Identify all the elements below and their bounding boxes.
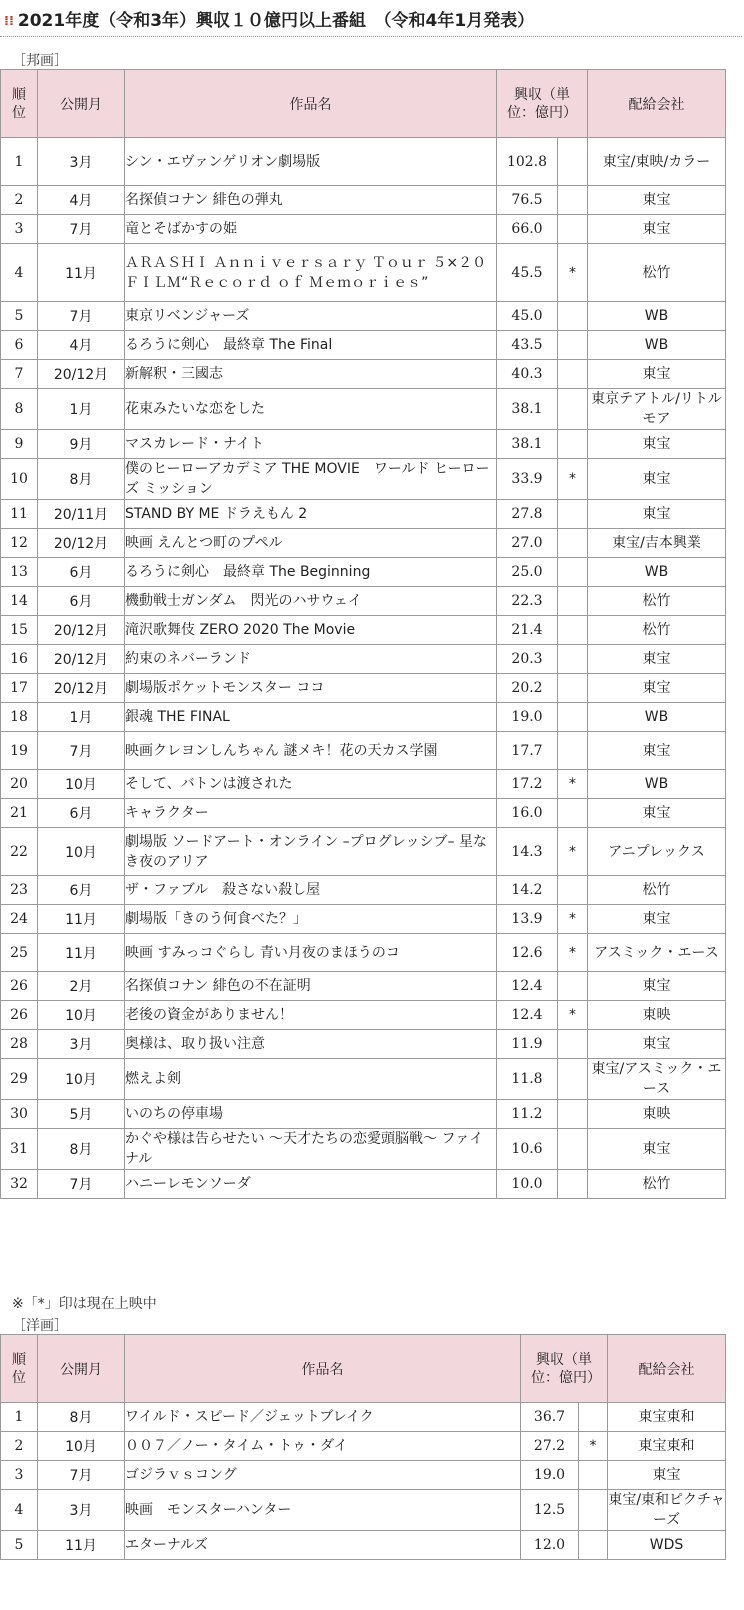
table-header-row [1, 1335, 726, 1403]
distributor-cell: 東映 [588, 1001, 726, 1030]
month-cell: 10月 [38, 770, 125, 799]
rank-cell: 7 [1, 360, 38, 389]
month-cell: 2月 [38, 972, 125, 1001]
showing-mark-cell [558, 500, 588, 529]
revenue-cell: 12.0 [521, 1531, 579, 1560]
rank-cell: 24 [1, 905, 38, 934]
header-revenue: 興収（単位：億円） [521, 1335, 608, 1403]
distributor-cell: WB [588, 703, 726, 732]
header-rank: 順位 [1, 1335, 38, 1403]
title-cell: 竜とそばかすの姫 [125, 215, 497, 244]
month-cell: 6月 [38, 587, 125, 616]
title-cell: 劇場版 ソードアート・オンライン –プログレッシブ– 星なき夜のアリア [125, 828, 497, 876]
showing-mark-cell [558, 1059, 588, 1100]
page-title-text: 2021年度（令和3年）興収１０億円以上番組 （令和4年1月発表） [17, 11, 535, 31]
title-marker-icon: ⁞⁞ [4, 14, 14, 29]
revenue-cell: 20.3 [497, 645, 558, 674]
revenue-cell: 14.2 [497, 876, 558, 905]
rank-cell: 16 [1, 645, 38, 674]
showing-mark-cell: * [558, 934, 588, 972]
showing-mark-cell: * [579, 1432, 608, 1461]
month-cell: 1月 [38, 703, 125, 732]
title-cell: るろうに剣心 最終章 The Beginning [125, 558, 497, 587]
distributor-cell: アニプレックス [588, 828, 726, 876]
revenue-cell: 43.5 [497, 331, 558, 360]
title-cell: エターナルズ [125, 1531, 521, 1560]
month-cell: 10月 [38, 1432, 125, 1461]
revenue-cell: 12.4 [497, 1001, 558, 1030]
header-rank: 順位 [1, 70, 38, 138]
revenue-cell: 12.4 [497, 972, 558, 1001]
month-cell: 10月 [38, 828, 125, 876]
screening-note: ※「*」印は現在上映中 [12, 1296, 157, 1312]
table-header-row [1, 70, 726, 138]
month-cell: 20/12月 [38, 674, 125, 703]
rank-cell: 5 [1, 1531, 38, 1560]
table-row [1, 876, 726, 905]
title-cell: 映画クレヨンしんちゃん 謎メキ！花の天カス学園 [125, 732, 497, 770]
revenue-cell: 11.8 [497, 1059, 558, 1100]
month-cell: 6月 [38, 876, 125, 905]
rank-cell: 2 [1, 186, 38, 215]
showing-mark-cell [558, 799, 588, 828]
rank-cell: 6 [1, 331, 38, 360]
showing-mark-cell [558, 1170, 588, 1199]
showing-mark-cell [558, 1030, 588, 1059]
table-row [1, 905, 726, 934]
header-distributor: 配給会社 [608, 1335, 726, 1403]
showing-mark-cell [558, 302, 588, 331]
title-cell: 新解釈・三國志 [125, 360, 497, 389]
rank-cell: 4 [1, 244, 38, 302]
revenue-cell: 16.0 [497, 799, 558, 828]
revenue-cell: 36.7 [521, 1403, 579, 1432]
showing-mark-cell: * [558, 770, 588, 799]
showing-mark-cell [558, 331, 588, 360]
month-cell: 20/11月 [38, 500, 125, 529]
page-title [4, 8, 734, 34]
distributor-cell: 東宝 [588, 732, 726, 770]
table-row [1, 972, 726, 1001]
revenue-cell: 17.7 [497, 732, 558, 770]
distributor-cell: 東宝 [588, 1129, 726, 1170]
title-cell: いのちの停車場 [125, 1100, 497, 1129]
distributor-cell: 松竹 [588, 587, 726, 616]
rank-cell: 25 [1, 934, 38, 972]
showing-mark-cell [558, 529, 588, 558]
rank-cell: 20 [1, 770, 38, 799]
distributor-cell: 松竹 [588, 616, 726, 645]
rank-cell: 12 [1, 529, 38, 558]
table-row [1, 529, 726, 558]
month-cell: 11月 [38, 934, 125, 972]
showing-mark-cell [558, 1129, 588, 1170]
revenue-cell: 12.6 [497, 934, 558, 972]
table-row [1, 799, 726, 828]
rank-cell: 10 [1, 459, 38, 500]
revenue-cell: 27.2 [521, 1432, 579, 1461]
showing-mark-cell [579, 1490, 608, 1531]
distributor-cell: WDS [608, 1531, 726, 1560]
table-row [1, 1461, 726, 1490]
showing-mark-cell [558, 703, 588, 732]
title-cell: 銀魂 THE FINAL [125, 703, 497, 732]
table-row [1, 770, 726, 799]
rank-cell: 5 [1, 302, 38, 331]
title-cell: 劇場版ポケットモンスター ココ [125, 674, 497, 703]
revenue-cell: 38.1 [497, 389, 558, 430]
showing-mark-cell [579, 1403, 608, 1432]
rank-cell: 8 [1, 389, 38, 430]
revenue-cell: 13.9 [497, 905, 558, 934]
title-cell: 僕のヒーローアカデミア THE MOVIE ワールド ヒーローズ ミッション [125, 459, 497, 500]
rank-cell: 11 [1, 500, 38, 529]
distributor-cell: 東宝 [588, 500, 726, 529]
month-cell: 6月 [38, 799, 125, 828]
distributor-cell: 東宝東和 [608, 1403, 726, 1432]
table-row [1, 1531, 726, 1560]
distributor-cell: 東映 [588, 1100, 726, 1129]
month-cell: 4月 [38, 331, 125, 360]
table-row [1, 1432, 726, 1461]
showing-mark-cell [579, 1531, 608, 1560]
distributor-cell: 東京テアトル/リトルモア [588, 389, 726, 430]
month-cell: 20/12月 [38, 529, 125, 558]
rank-cell: 14 [1, 587, 38, 616]
distributor-cell: 東宝 [588, 186, 726, 215]
title-cell: 奥様は、取り扱い注意 [125, 1030, 497, 1059]
showing-mark-cell: * [558, 905, 588, 934]
month-cell: 4月 [38, 186, 125, 215]
showing-mark-cell [558, 616, 588, 645]
showing-mark-cell: * [558, 828, 588, 876]
title-cell: キャラクター [125, 799, 497, 828]
title-cell: 燃えよ剣 [125, 1059, 497, 1100]
month-cell: 10月 [38, 1059, 125, 1100]
month-cell: 3月 [38, 138, 125, 186]
table-row [1, 430, 726, 459]
table-row [1, 703, 726, 732]
rank-cell: 28 [1, 1030, 38, 1059]
showing-mark-cell [558, 558, 588, 587]
showing-mark-cell [558, 360, 588, 389]
rank-cell: 17 [1, 674, 38, 703]
showing-mark-cell [579, 1461, 608, 1490]
distributor-cell: 東宝/東映/カラー [588, 138, 726, 186]
revenue-cell: 10.0 [497, 1170, 558, 1199]
title-cell: 機動戦士ガンダム 閃光のハサウェイ [125, 587, 497, 616]
table-row [1, 587, 726, 616]
revenue-cell: 38.1 [497, 430, 558, 459]
revenue-cell: 11.9 [497, 1030, 558, 1059]
title-cell: ザ・ファブル 殺さない殺し屋 [125, 876, 497, 905]
rank-cell: 9 [1, 430, 38, 459]
title-cell: ワイルド・スピード／ジェットブレイク [125, 1403, 521, 1432]
title-cell: かぐや様は告らせたい ～天才たちの恋愛頭脳戦～ ファイナル [125, 1129, 497, 1170]
table-row [1, 138, 726, 186]
table-row [1, 674, 726, 703]
showing-mark-cell [558, 876, 588, 905]
rank-cell: 13 [1, 558, 38, 587]
month-cell: 10月 [38, 1001, 125, 1030]
title-cell: 約束のネバーランド [125, 645, 497, 674]
title-cell: そして、バトンは渡された [125, 770, 497, 799]
rank-cell: 22 [1, 828, 38, 876]
foreign-ranking-table [0, 1334, 726, 1560]
month-cell: 1月 [38, 389, 125, 430]
distributor-cell: 東宝 [588, 674, 726, 703]
title-cell: 映画 すみっコぐらし 青い月夜のまほうのコ [125, 934, 497, 972]
distributor-cell: 東宝 [588, 972, 726, 1001]
revenue-cell: 22.3 [497, 587, 558, 616]
month-cell: 20/12月 [38, 645, 125, 674]
distributor-cell: 東宝/東和ピクチャーズ [608, 1490, 726, 1531]
domestic-section-label: ［邦画］ [12, 53, 68, 69]
header-revenue: 興収（単位：億円） [497, 70, 588, 138]
revenue-cell: 20.2 [497, 674, 558, 703]
distributor-cell: 東宝東和 [608, 1432, 726, 1461]
showing-mark-cell [558, 645, 588, 674]
table-row [1, 828, 726, 876]
month-cell: 3月 [38, 1490, 125, 1531]
showing-mark-cell [558, 186, 588, 215]
rank-cell: 31 [1, 1129, 38, 1170]
table-row [1, 616, 726, 645]
showing-mark-cell: * [558, 459, 588, 500]
header-title: 作品名 [125, 1335, 521, 1403]
revenue-cell: 19.0 [521, 1461, 579, 1490]
title-cell: るろうに剣心 最終章 The Final [125, 331, 497, 360]
month-cell: 7月 [38, 302, 125, 331]
distributor-cell: 東宝/吉本興業 [588, 529, 726, 558]
title-cell: ＡＲＡＳＨＩ Ａｎｎｉｖｅｒｓａｒｙ Ｔｏｕｒ ５×２０ ＦＩＬＭ“Ｒｅｃｏｒｄ ｏｆ Ｍｅｍｏｒｉｅｓ” [125, 244, 497, 302]
rank-cell: 3 [1, 1461, 38, 1490]
distributor-cell: WB [588, 770, 726, 799]
month-cell: 7月 [38, 215, 125, 244]
table-row [1, 302, 726, 331]
distributor-cell: WB [588, 302, 726, 331]
title-divider [0, 36, 742, 37]
table-row [1, 1490, 726, 1531]
month-cell: 11月 [38, 905, 125, 934]
domestic-ranking-table [0, 69, 726, 1199]
showing-mark-cell [558, 1100, 588, 1129]
month-cell: 6月 [38, 558, 125, 587]
distributor-cell: 松竹 [588, 876, 726, 905]
title-cell: 滝沢歌舞伎 ZERO 2020 The Movie [125, 616, 497, 645]
month-cell: 8月 [38, 1403, 125, 1432]
title-cell: 名探偵コナン 緋色の弾丸 [125, 186, 497, 215]
table-row [1, 1403, 726, 1432]
table-row [1, 1059, 726, 1100]
rank-cell: 18 [1, 703, 38, 732]
showing-mark-cell [558, 215, 588, 244]
month-cell: 7月 [38, 1170, 125, 1199]
table-row [1, 459, 726, 500]
table-row [1, 244, 726, 302]
distributor-cell: 松竹 [588, 244, 726, 302]
distributor-cell: 東宝 [588, 430, 726, 459]
header-month: 公開月 [38, 70, 125, 138]
table-row [1, 1001, 726, 1030]
distributor-cell: 東宝 [588, 360, 726, 389]
foreign-section-label: ［洋画］ [12, 1318, 68, 1334]
showing-mark-cell: * [558, 244, 588, 302]
revenue-cell: 12.5 [521, 1490, 579, 1531]
distributor-cell: WB [588, 558, 726, 587]
table-row [1, 215, 726, 244]
table-row [1, 1030, 726, 1059]
table-row [1, 732, 726, 770]
distributor-cell: 松竹 [588, 1170, 726, 1199]
title-cell: STAND BY ME ドラえもん 2 [125, 500, 497, 529]
table-row [1, 360, 726, 389]
distributor-cell: アスミック・エース [588, 934, 726, 972]
distributor-cell: 東宝 [588, 1030, 726, 1059]
title-cell: 花束みたいな恋をした [125, 389, 497, 430]
header-month: 公開月 [38, 1335, 125, 1403]
month-cell: 5月 [38, 1100, 125, 1129]
showing-mark-cell [558, 732, 588, 770]
table-row [1, 500, 726, 529]
revenue-cell: 25.0 [497, 558, 558, 587]
month-cell: 7月 [38, 732, 125, 770]
rank-cell: 29 [1, 1059, 38, 1100]
distributor-cell: WB [588, 331, 726, 360]
month-cell: 11月 [38, 1531, 125, 1560]
distributor-cell: 東宝 [588, 459, 726, 500]
month-cell: 8月 [38, 459, 125, 500]
revenue-cell: 14.3 [497, 828, 558, 876]
revenue-cell: 102.8 [497, 138, 558, 186]
title-cell: ゴジラｖｓコング [125, 1461, 521, 1490]
showing-mark-cell [558, 674, 588, 703]
title-cell: 名探偵コナン 緋色の不在証明 [125, 972, 497, 1001]
title-cell: シン・エヴァンゲリオン劇場版 [125, 138, 497, 186]
table-row [1, 934, 726, 972]
revenue-cell: 33.9 [497, 459, 558, 500]
rank-cell: 32 [1, 1170, 38, 1199]
table-row [1, 186, 726, 215]
rank-cell: 3 [1, 215, 38, 244]
showing-mark-cell: * [558, 1001, 588, 1030]
rank-cell: 26 [1, 1001, 38, 1030]
rank-cell: 1 [1, 1403, 38, 1432]
rank-cell: 4 [1, 1490, 38, 1531]
title-cell: ハニーレモンソーダ [125, 1170, 497, 1199]
rank-cell: 23 [1, 876, 38, 905]
title-cell: ００７／ノー・タイム・トゥ・ダイ [125, 1432, 521, 1461]
month-cell: 20/12月 [38, 360, 125, 389]
rank-cell: 2 [1, 1432, 38, 1461]
distributor-cell: 東宝/アスミック・エース [588, 1059, 726, 1100]
revenue-cell: 66.0 [497, 215, 558, 244]
title-cell: 映画 モンスターハンター [125, 1490, 521, 1531]
showing-mark-cell [558, 587, 588, 616]
rank-cell: 15 [1, 616, 38, 645]
table-row [1, 389, 726, 430]
revenue-cell: 10.6 [497, 1129, 558, 1170]
table-row [1, 1129, 726, 1170]
table-row [1, 1100, 726, 1129]
revenue-cell: 19.0 [497, 703, 558, 732]
month-cell: 7月 [38, 1461, 125, 1490]
revenue-cell: 17.2 [497, 770, 558, 799]
month-cell: 3月 [38, 1030, 125, 1059]
distributor-cell: 東宝 [588, 799, 726, 828]
showing-mark-cell [558, 138, 588, 186]
month-cell: 9月 [38, 430, 125, 459]
title-cell: 東京リベンジャーズ [125, 302, 497, 331]
revenue-cell: 45.0 [497, 302, 558, 331]
showing-mark-cell [558, 389, 588, 430]
revenue-cell: 45.5 [497, 244, 558, 302]
rank-cell: 21 [1, 799, 38, 828]
rank-cell: 30 [1, 1100, 38, 1129]
header-title: 作品名 [125, 70, 497, 138]
distributor-cell: 東宝 [588, 905, 726, 934]
rank-cell: 26 [1, 972, 38, 1001]
rank-cell: 19 [1, 732, 38, 770]
month-cell: 8月 [38, 1129, 125, 1170]
month-cell: 11月 [38, 244, 125, 302]
distributor-cell: 東宝 [588, 645, 726, 674]
revenue-cell: 40.3 [497, 360, 558, 389]
revenue-cell: 27.8 [497, 500, 558, 529]
distributor-cell: 東宝 [608, 1461, 726, 1490]
table-row [1, 331, 726, 360]
showing-mark-cell [558, 430, 588, 459]
table-row [1, 645, 726, 674]
title-cell: 映画 えんとつ町のプペル [125, 529, 497, 558]
title-cell: マスカレード・ナイト [125, 430, 497, 459]
table-row [1, 558, 726, 587]
month-cell: 20/12月 [38, 616, 125, 645]
revenue-cell: 27.0 [497, 529, 558, 558]
title-cell: 老後の資金がありません！ [125, 1001, 497, 1030]
showing-mark-cell [558, 972, 588, 1001]
table-row [1, 1170, 726, 1199]
rank-cell: 1 [1, 138, 38, 186]
revenue-cell: 76.5 [497, 186, 558, 215]
title-cell: 劇場版「きのう何食べた？」 [125, 905, 497, 934]
revenue-cell: 11.2 [497, 1100, 558, 1129]
header-distributor: 配給会社 [588, 70, 726, 138]
revenue-cell: 21.4 [497, 616, 558, 645]
distributor-cell: 東宝 [588, 215, 726, 244]
